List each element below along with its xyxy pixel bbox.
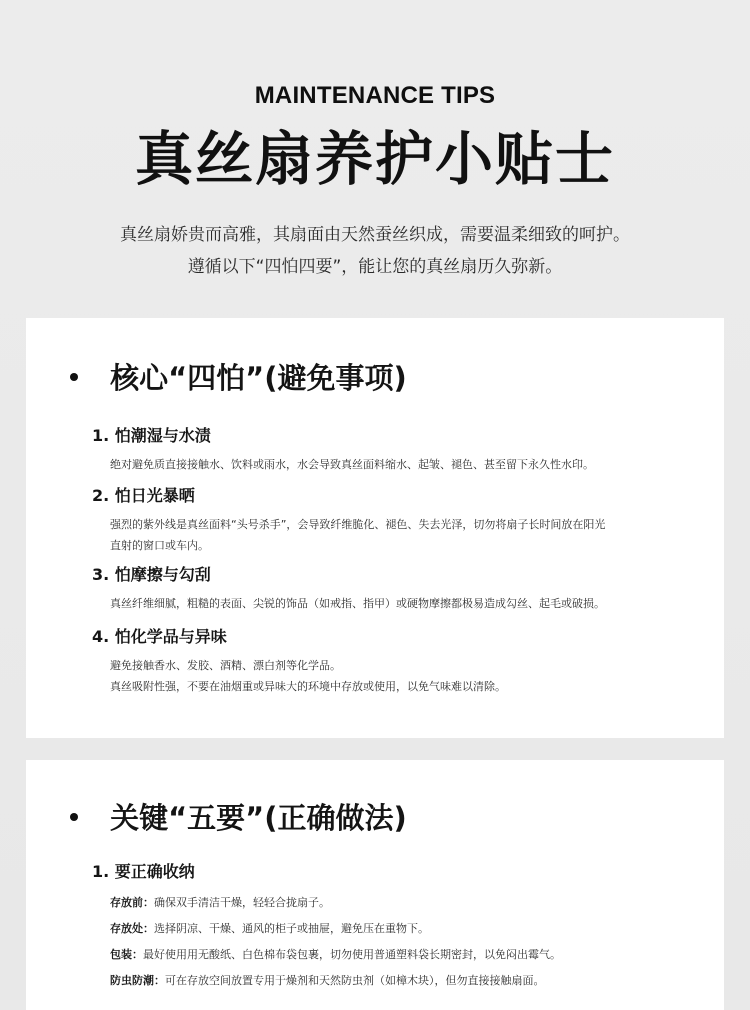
five-musts-card [26, 760, 724, 1010]
fear-item-title-1: 1. 怕潮湿与水渍 [92, 426, 211, 445]
four-fears-title-text: 核心“四怕”(避免事项) [110, 361, 407, 395]
must-line-label-1: 存放前： [110, 896, 154, 909]
must-item-line-1-2 [110, 916, 702, 942]
intro-line-1: 真丝扇娇贵而高雅，其扇面由天然蚕丝织成，需要温柔细致的呵护。 [120, 225, 630, 245]
must-line-text-2: 选择阴凉、干燥、通风的柜子或抽屉，避免压在重物下。 [154, 922, 429, 935]
fear-item-3 [92, 563, 702, 614]
fear-item-desc-3 [110, 593, 702, 614]
must-line-label-4: 防虫防潮： [110, 974, 165, 987]
fear-item-2 [92, 484, 702, 556]
five-musts-title [70, 798, 407, 838]
must-line-text-3: 最好使用用无酸纸、白色棉布袋包裹，切勿使用普通塑料袋长期密封，以免闷出霉气。 [143, 948, 561, 961]
four-fears-card [26, 318, 724, 738]
intro-line-2: 遵循以下“四怕四要”，能让您的真丝扇历久弥新。 [187, 257, 563, 277]
fear-item-line-1-1: 绝对避免质直接接触水、饮料或雨水，水会导致真丝面料缩水、起皱、褪色、甚至留下永久性水印。 [110, 458, 594, 471]
intro-text [0, 219, 750, 283]
page-header [0, 0, 750, 318]
five-musts-title-text: 关键“五要”(正确做法) [110, 801, 407, 835]
must-item-line-1-4 [110, 968, 702, 994]
fear-item-1 [92, 424, 702, 475]
fear-item-line-3-1: 真丝纤维细腻，粗糙的表面、尖锐的饰品（如戒指、指甲）或硬物摩擦都极易造成勾丝、起毛或破损。 [110, 597, 605, 610]
fear-item-title-4: 4. 怕化学品与异味 [92, 627, 227, 646]
fear-item-desc-1 [110, 454, 702, 475]
must-item-line-1-3 [110, 942, 702, 968]
bullet-icon [70, 373, 78, 381]
must-item-title-1: 1. 要正确收纳 [92, 862, 195, 881]
must-line-text-1: 确保双手清洁干燥，轻轻合拢扇子。 [154, 896, 330, 909]
must-item-1 [92, 860, 702, 994]
fear-item-title-2: 2. 怕日光暴晒 [92, 486, 195, 505]
must-line-text-4: 可在存放空间放置专用于燥剂和天然防虫剂（如樟木块），但勿直接接触扇面。 [165, 974, 545, 987]
chinese-title: 真丝扇养护小贴士 [134, 125, 615, 193]
fear-item-desc-2 [110, 514, 702, 556]
fear-item-4 [92, 625, 702, 697]
must-item-desc-1 [110, 890, 702, 994]
fear-item-desc-4 [110, 655, 702, 697]
must-item-line-1-1 [110, 890, 702, 916]
fear-item-line-4-2: 真丝吸附性强，不要在油烟重或异味大的环境中存放或使用，以免气味难以清除。 [110, 680, 506, 693]
must-line-label-3: 包装： [110, 948, 143, 961]
fear-item-line-4-1: 避免接触香水、发胶、酒精、漂白剂等化学品。 [110, 659, 341, 672]
bullet-icon [70, 813, 78, 821]
english-title: MAINTENANCE TIPS [254, 82, 496, 109]
fear-item-title-3: 3. 怕摩擦与勾刮 [92, 565, 211, 584]
fear-item-line-2-1: 强烈的紫外线是真丝面料“头号杀手”，会导致纤维脆化、褪色、失去光泽，切勿将扇子长时间放在阳光 [110, 518, 606, 531]
must-line-label-2: 存放处： [110, 922, 154, 935]
fear-item-line-2-2: 直射的窗口或车内。 [110, 539, 209, 552]
four-fears-title [70, 358, 407, 398]
